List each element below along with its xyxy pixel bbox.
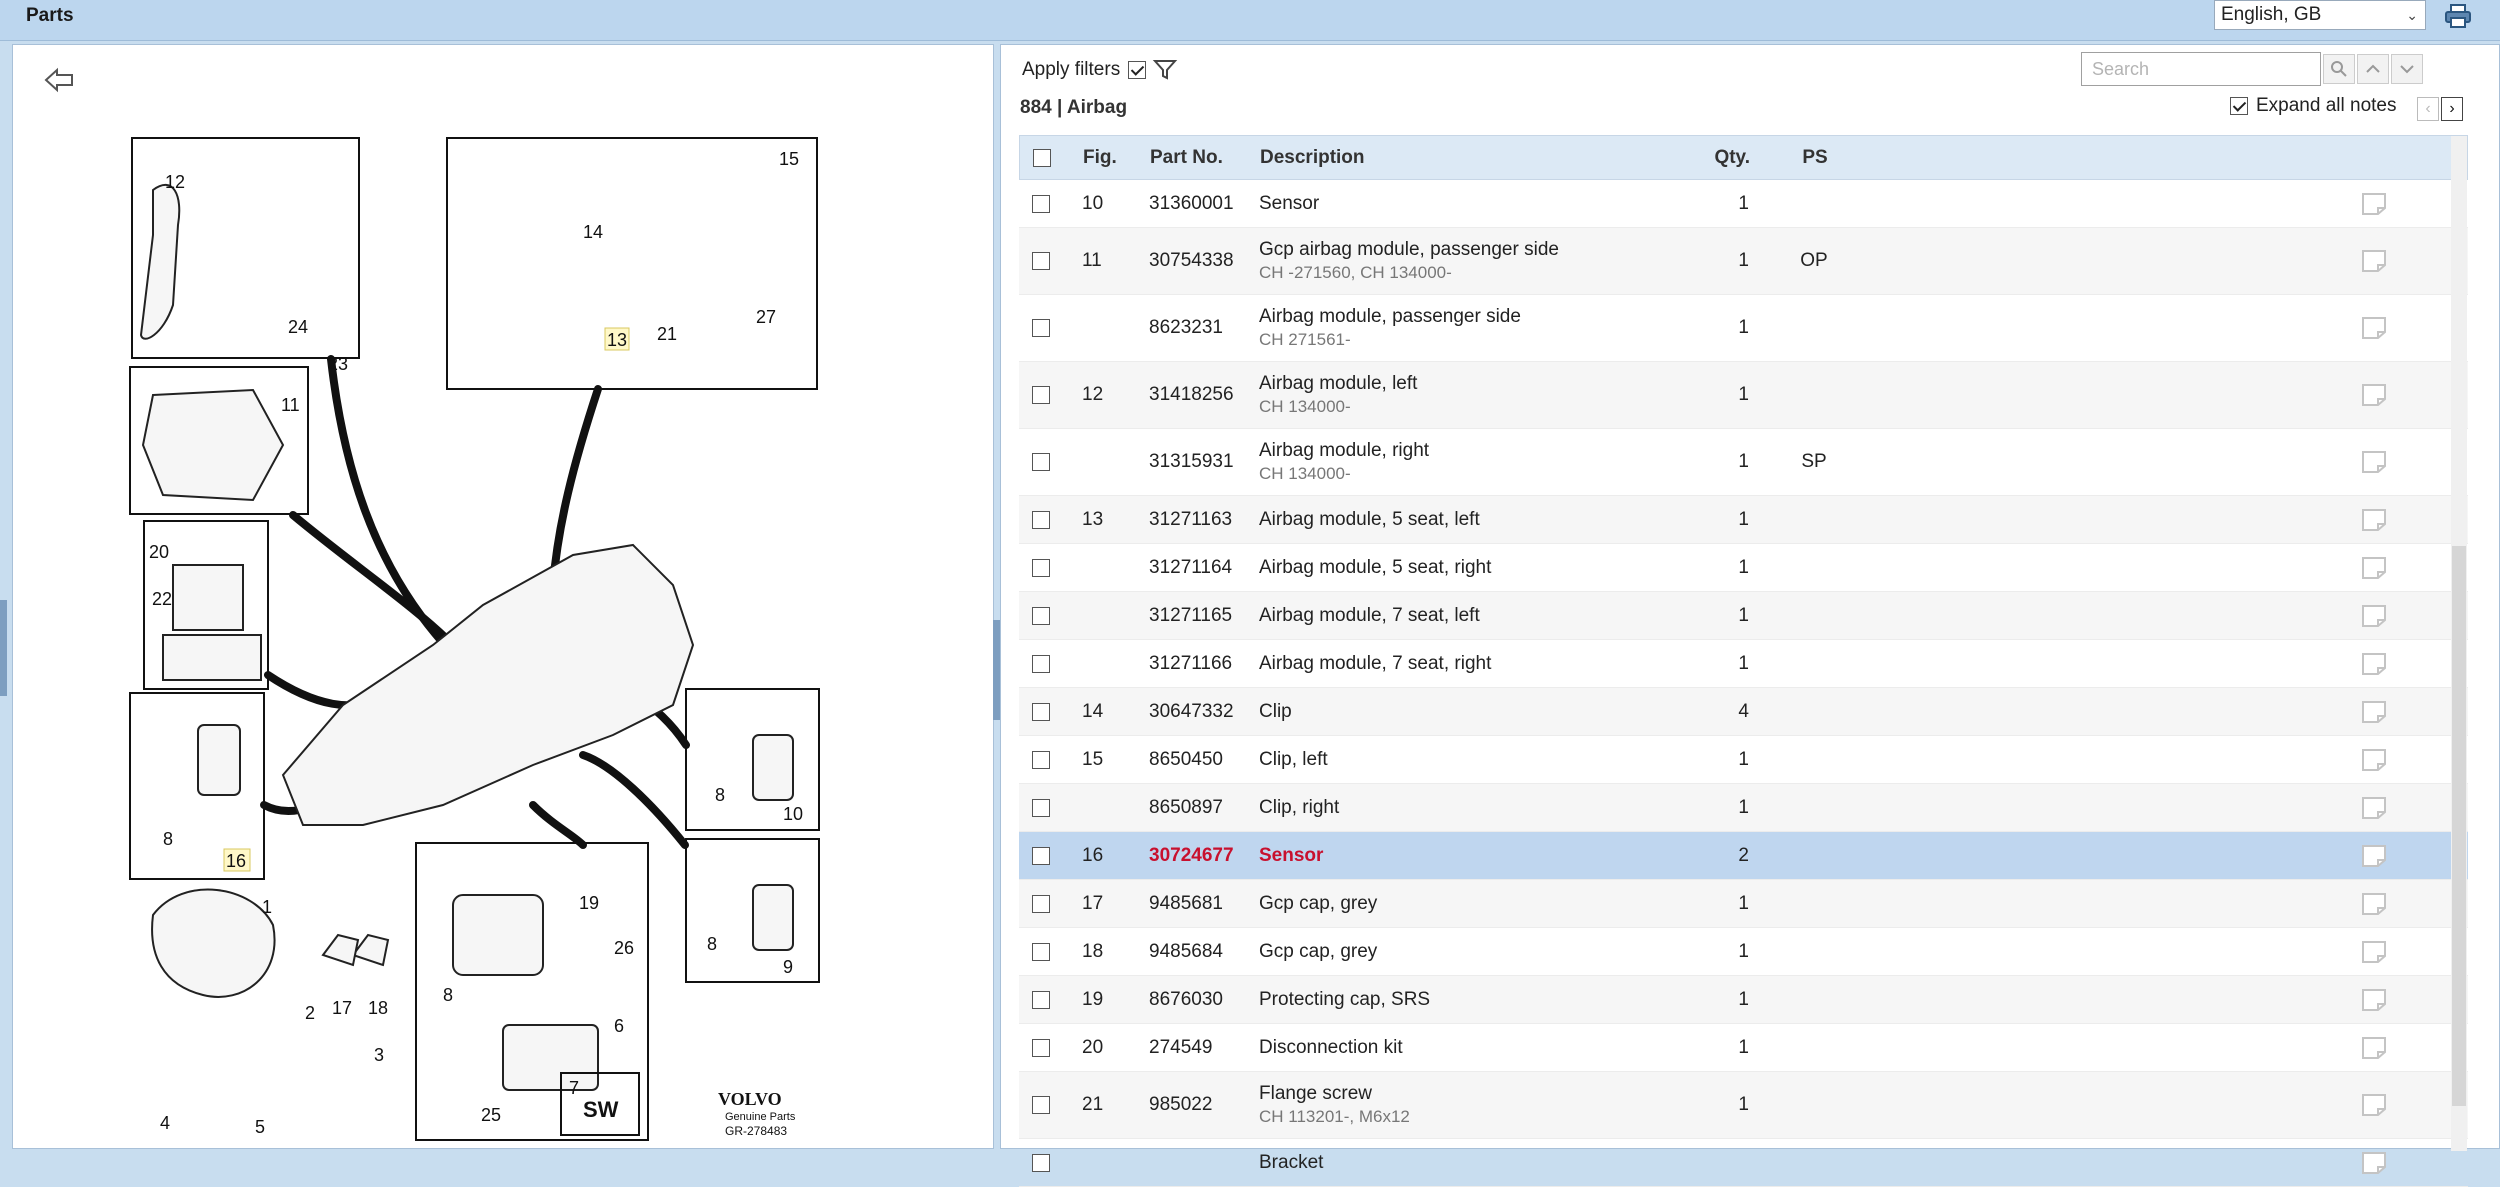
table-row[interactable] <box>1019 1024 2468 1072</box>
scrollbar-thumb[interactable] <box>2452 546 2466 1106</box>
row-fig: 14 <box>1082 700 1104 722</box>
callout-13: 13 <box>607 330 628 350</box>
row-part-no: 8650450 <box>1149 748 1223 770</box>
row-ps <box>1789 640 1839 687</box>
apply-filters-checkbox[interactable] <box>1128 61 1146 79</box>
row-checkbox[interactable] <box>1032 1039 1050 1057</box>
callout-24: 24 <box>288 317 309 337</box>
row-part-no: 31271166 <box>1149 652 1233 674</box>
note-icon[interactable] <box>2361 844 2387 868</box>
table-row[interactable] <box>1019 1072 2468 1139</box>
callout-8c: 8 <box>715 785 726 805</box>
row-part-no: 31418256 <box>1149 384 1234 405</box>
row-checkbox[interactable] <box>1032 991 1050 1009</box>
note-icon[interactable] <box>2361 700 2387 724</box>
page-title: Parts <box>26 5 74 26</box>
row-description-note: CH 134000- <box>1259 397 1351 416</box>
row-description: Airbag module, 5 seat, left <box>1259 508 1480 530</box>
row-fig: 20 <box>1082 1036 1104 1058</box>
row-description: Disconnection kit <box>1259 1036 1403 1058</box>
chevron-down-icon <box>2399 63 2415 75</box>
parts-list-panel <box>1000 44 2500 1173</box>
row-checkbox[interactable] <box>1032 655 1050 673</box>
apply-filters-label: Apply filters <box>1022 59 1121 80</box>
row-ps <box>1789 496 1839 543</box>
row-checkbox[interactable] <box>1032 751 1050 769</box>
row-checkbox[interactable] <box>1032 847 1050 865</box>
genuine-parts-text: Genuine Parts <box>725 1111 796 1123</box>
note-icon[interactable] <box>2361 748 2387 772</box>
callout-14: 14 <box>583 222 604 242</box>
row-checkbox[interactable] <box>1032 1154 1050 1172</box>
row-ps <box>1789 928 1839 975</box>
table-row[interactable] <box>1019 832 2468 880</box>
row-fig: 10 <box>1082 192 1104 214</box>
table-row[interactable] <box>1019 928 2468 976</box>
row-ps <box>1789 180 1839 227</box>
row-part-no: 31360001 <box>1149 192 1234 214</box>
row-qty: 1 <box>1738 1094 1749 1115</box>
row-qty: 1 <box>1738 988 1749 1010</box>
row-ps: SP <box>1801 451 1827 472</box>
row-qty: 1 <box>1738 556 1749 578</box>
row-part-no: 31315931 <box>1149 451 1234 472</box>
row-qty: 1 <box>1738 796 1749 818</box>
row-part-no: 8623231 <box>1149 317 1223 338</box>
volvo-logo: VOLVO <box>718 1089 782 1109</box>
callout-19: 19 <box>579 893 600 913</box>
row-qty: 1 <box>1738 940 1749 962</box>
row-ps <box>1789 832 1839 879</box>
row-part-no: 30724677 <box>1149 844 1234 866</box>
row-qty: 1 <box>1738 317 1749 338</box>
note-icon[interactable] <box>2361 316 2387 340</box>
row-qty: 1 <box>1738 451 1749 472</box>
row-ps <box>1789 592 1839 639</box>
row-qty <box>1679 1139 1749 1186</box>
apply-filters <box>1022 59 1176 81</box>
row-checkbox[interactable] <box>1032 453 1050 471</box>
printer-icon <box>2445 4 2471 28</box>
row-checkbox[interactable] <box>1032 1096 1050 1114</box>
chevron-right-icon: › <box>2449 100 2455 117</box>
row-checkbox[interactable] <box>1032 511 1050 529</box>
row-description: Airbag module, left <box>1259 373 1418 394</box>
row-ps <box>1789 976 1839 1023</box>
note-icon[interactable] <box>2361 508 2387 532</box>
row-checkbox[interactable] <box>1032 943 1050 961</box>
callout-10: 10 <box>783 804 804 824</box>
row-fig: 15 <box>1082 748 1104 770</box>
col-description[interactable]: Description <box>1260 146 1365 168</box>
callout-1: 1 <box>262 897 273 917</box>
row-description: Bracket <box>1259 1151 1324 1173</box>
table-row[interactable] <box>1019 544 2468 592</box>
row-ps <box>1789 1139 1839 1186</box>
table-row[interactable] <box>1019 784 2468 832</box>
row-part-no: 9485684 <box>1149 940 1223 962</box>
parts-diagram <box>13 45 993 1145</box>
row-description: Gcp cap, grey <box>1259 892 1378 914</box>
row-part-no: 8650897 <box>1149 796 1223 818</box>
row-fig: 11 <box>1082 250 1102 271</box>
note-icon[interactable] <box>2361 796 2387 820</box>
callout-11: 11 <box>281 395 300 415</box>
row-checkbox[interactable] <box>1032 703 1050 721</box>
row-description: Flange screw <box>1259 1083 1372 1104</box>
row-part-no: 30754338 <box>1149 250 1234 271</box>
section-name: Airbag <box>1066 97 1128 118</box>
row-qty: 1 <box>1738 250 1749 271</box>
row-qty: 1 <box>1738 384 1749 405</box>
col-fig[interactable]: Fig. <box>1083 146 1117 168</box>
row-ps <box>1789 1072 1839 1138</box>
table-row[interactable] <box>1019 592 2468 640</box>
chevron-up-icon <box>2365 63 2381 75</box>
search-prev-button[interactable] <box>2357 54 2389 84</box>
row-ps <box>1789 295 1839 361</box>
top-bar <box>0 0 2500 41</box>
row-qty: 1 <box>1738 604 1749 626</box>
row-qty: 1 <box>1738 1036 1749 1058</box>
row-description: Clip, left <box>1259 748 1328 770</box>
table-row[interactable] <box>1019 295 2468 362</box>
callout-8a: 8 <box>163 829 174 849</box>
row-part-no: 985022 <box>1149 1094 1213 1115</box>
row-fig: 21 <box>1082 1094 1104 1115</box>
col-part-no[interactable]: Part No. <box>1150 146 1223 168</box>
row-fig: 16 <box>1082 844 1104 866</box>
row-qty: 1 <box>1738 192 1749 214</box>
left-collapse-handle[interactable] <box>0 600 7 696</box>
diagram-ref: GR-278483 <box>725 1124 788 1138</box>
row-fig: 12 <box>1082 384 1104 405</box>
row-description: Sensor <box>1259 192 1320 214</box>
expand-all-notes-checkbox[interactable] <box>2230 97 2248 115</box>
expand-all-notes <box>2230 95 2397 117</box>
callout-25: 25 <box>481 1105 502 1125</box>
vertical-scrollbar[interactable] <box>2451 136 2467 1151</box>
row-ps <box>1789 784 1839 831</box>
row-qty: 2 <box>1738 844 1749 866</box>
table-row[interactable] <box>1019 228 2468 295</box>
row-description: Sensor <box>1259 844 1324 866</box>
col-ps[interactable]: PS <box>1802 146 1828 168</box>
row-checkbox[interactable] <box>1032 319 1050 337</box>
row-part-no: 31271165 <box>1149 604 1233 626</box>
row-checkbox[interactable] <box>1032 895 1050 913</box>
row-description: Gcp cap, grey <box>1259 940 1378 962</box>
row-checkbox[interactable] <box>1032 195 1050 213</box>
language-select[interactable] <box>2214 0 2426 30</box>
note-icon[interactable] <box>2361 1093 2387 1117</box>
callout-20: 20 <box>149 542 170 562</box>
section-heading <box>1020 97 1127 119</box>
note-icon[interactable] <box>2361 988 2387 1012</box>
callout-17: 17 <box>332 998 353 1018</box>
row-ps: OP <box>1800 250 1828 271</box>
row-description: Clip, right <box>1259 796 1340 818</box>
row-qty: 1 <box>1738 748 1749 770</box>
row-checkbox[interactable] <box>1032 252 1050 270</box>
col-qty[interactable]: Qty. <box>1714 146 1750 168</box>
search-input[interactable] <box>2081 52 2321 86</box>
callout-5: 5 <box>255 1117 266 1137</box>
search-next-button[interactable] <box>2391 54 2423 84</box>
row-qty: 4 <box>1738 700 1749 722</box>
note-icon[interactable] <box>2361 383 2387 407</box>
expand-all-notes-label: Expand all notes <box>2256 95 2397 116</box>
filter-icon[interactable] <box>1154 60 1176 80</box>
row-description-note: CH -271560, CH 134000- <box>1259 263 1452 282</box>
row-checkbox[interactable] <box>1032 799 1050 817</box>
table-row[interactable] <box>1019 1139 2468 1187</box>
table-row[interactable] <box>1019 640 2468 688</box>
row-description: Airbag module, 5 seat, right <box>1259 556 1492 578</box>
print-button[interactable] <box>2440 0 2476 32</box>
row-ps <box>1789 736 1839 783</box>
row-description: Airbag module, passenger side <box>1259 306 1521 327</box>
note-icon[interactable] <box>2361 892 2387 916</box>
table-row[interactable] <box>1019 688 2468 736</box>
callout-27: 27 <box>756 307 777 327</box>
parts-table <box>1019 135 2468 1173</box>
callout-8b: 8 <box>443 985 454 1005</box>
row-description: Gcp airbag module, passenger side <box>1259 239 1559 260</box>
row-qty: 1 <box>1738 652 1749 674</box>
section-separator: | <box>1056 97 1063 118</box>
diagram-panel <box>12 44 994 1149</box>
callout-23: 23 <box>328 354 349 374</box>
callout-21: 21 <box>657 324 678 344</box>
table-row[interactable] <box>1019 976 2468 1024</box>
note-icon[interactable] <box>2361 604 2387 628</box>
search-button[interactable] <box>2323 54 2355 84</box>
row-checkbox[interactable] <box>1032 386 1050 404</box>
callout-16: 16 <box>226 851 247 871</box>
note-icon[interactable] <box>2361 192 2387 216</box>
note-icon[interactable] <box>2361 940 2387 964</box>
row-description: Protecting cap, SRS <box>1259 988 1431 1010</box>
row-description-note: CH 271561- <box>1259 330 1351 349</box>
row-ps <box>1789 544 1839 591</box>
table-row[interactable] <box>1019 429 2468 496</box>
note-icon[interactable] <box>2361 249 2387 273</box>
row-description-note: CH 113201-, M6x12 <box>1259 1107 1410 1126</box>
callout-15: 15 <box>779 149 800 169</box>
row-ps <box>1789 362 1839 428</box>
next-section-button[interactable] <box>2441 97 2463 121</box>
callout-9: 9 <box>783 957 794 977</box>
row-qty: 1 <box>1738 892 1749 914</box>
callout-8d: 8 <box>707 934 718 954</box>
language-value: English, GB <box>2221 4 2322 25</box>
row-fig: 19 <box>1082 988 1104 1010</box>
callout-3: 3 <box>374 1045 385 1065</box>
sw-badge: SW <box>583 1097 619 1122</box>
row-description-note: CH 134000- <box>1259 464 1351 483</box>
row-description: Airbag module, 7 seat, left <box>1259 604 1480 626</box>
table-row[interactable] <box>1019 362 2468 429</box>
row-checkbox[interactable] <box>1032 607 1050 625</box>
callout-7: 7 <box>569 1078 580 1098</box>
table-row[interactable] <box>1019 736 2468 784</box>
callout-26: 26 <box>614 938 635 958</box>
note-icon[interactable] <box>2361 1151 2387 1175</box>
search-icon <box>2330 60 2348 78</box>
table-body <box>1019 180 2468 1173</box>
row-ps <box>1789 880 1839 927</box>
row-fig: 13 <box>1082 508 1104 530</box>
row-fig: 17 <box>1082 892 1104 914</box>
callout-18: 18 <box>368 998 389 1018</box>
note-icon[interactable] <box>2361 652 2387 676</box>
row-part-no: 8676030 <box>1149 988 1223 1010</box>
select-all-checkbox[interactable] <box>1033 149 1051 167</box>
row-ps <box>1789 1024 1839 1071</box>
callout-22: 22 <box>152 589 173 609</box>
row-fig: 18 <box>1082 940 1104 962</box>
note-icon[interactable] <box>2361 1036 2387 1060</box>
chevron-down-icon: ⌄ <box>2406 7 2418 23</box>
callout-4: 4 <box>160 1113 171 1133</box>
row-part-no: 9485681 <box>1149 892 1223 914</box>
row-description: Clip <box>1259 700 1292 722</box>
row-description: Airbag module, 7 seat, right <box>1259 652 1492 674</box>
section-number: 884 <box>1020 97 1052 118</box>
chevron-left-icon: ‹ <box>2425 100 2431 117</box>
callout-2: 2 <box>305 1003 316 1023</box>
row-part-no: 31271164 <box>1149 556 1233 578</box>
row-ps <box>1789 688 1839 735</box>
row-part-no: 31271163 <box>1149 508 1233 530</box>
callout-6: 6 <box>614 1016 625 1036</box>
prev-section-button[interactable] <box>2417 97 2439 121</box>
row-description: Airbag module, right <box>1259 440 1430 461</box>
row-part-no: 274549 <box>1149 1036 1213 1058</box>
row-part-no: 30647332 <box>1149 700 1234 722</box>
table-row[interactable] <box>1019 180 2468 228</box>
row-qty: 1 <box>1738 508 1749 530</box>
note-icon[interactable] <box>2361 450 2387 474</box>
table-row[interactable] <box>1019 496 2468 544</box>
table-row[interactable] <box>1019 880 2468 928</box>
table-header <box>1019 135 2468 180</box>
row-checkbox[interactable] <box>1032 559 1050 577</box>
callout-12: 12 <box>165 172 186 192</box>
note-icon[interactable] <box>2361 556 2387 580</box>
